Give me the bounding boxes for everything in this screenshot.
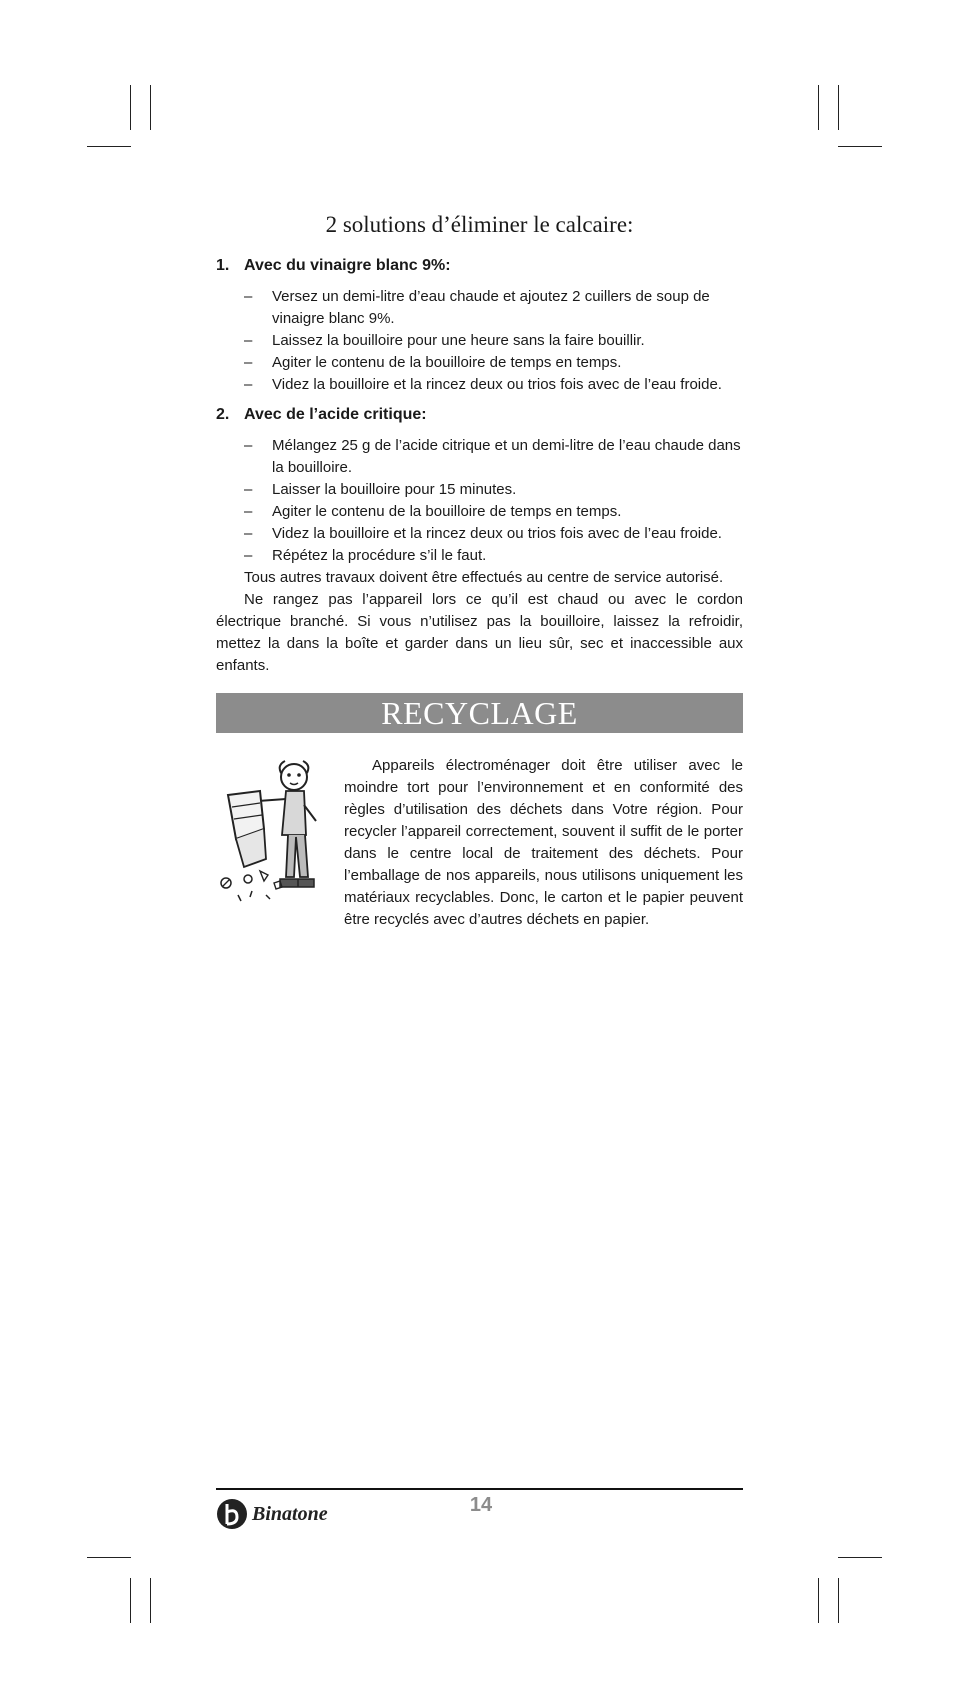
list-item: – Répétez la procédure s’il le faut. [244, 545, 743, 567]
footer-divider [216, 1488, 743, 1490]
section-number: 1. [216, 257, 230, 274]
section-citric-acid [216, 406, 743, 567]
service-paragraph: Tous autres travaux doivent être effectués au centre de service autorisé. [244, 569, 724, 586]
crop-mark [838, 85, 839, 130]
dash-bullet: – [244, 481, 253, 498]
brand-name: Binatone [252, 1502, 328, 1525]
dash-bullet: – [244, 288, 253, 305]
section-title: Avec de l’acide critique: [244, 406, 427, 423]
crop-mark [130, 85, 131, 130]
recycling-illustration-icon [214, 755, 338, 915]
page-content [216, 205, 743, 931]
crop-mark [838, 1578, 839, 1623]
dash-bullet: – [244, 354, 253, 371]
list-item: – Mélangez 25 g de l’acide citrique et un demi-litre de l’eau chaude dans la bouilloire. [244, 437, 741, 476]
dash-bullet: – [244, 547, 253, 564]
page-number: 14 [469, 1494, 493, 1516]
section-number: 2. [216, 406, 230, 423]
recycling-section [216, 755, 743, 931]
recycling-banner [216, 693, 743, 733]
section-heading [216, 406, 743, 424]
section-vinegar [216, 257, 743, 396]
dash-bullet: – [244, 437, 253, 454]
brand-logo [216, 1498, 328, 1530]
crop-mark [838, 1557, 882, 1558]
dash-bullet: – [244, 503, 253, 520]
list-item: – Laissez la bouilloire pour une heure sans la faire bouillir. [244, 330, 743, 352]
step-list [216, 435, 743, 567]
recycling-paragraph: Appareils électroménager doit être utiliser avec le moindre tort pour l’environnement et en conformité des règles d’utilisation des déchets dans Votre région. Pour recycler l’appareil correctement, souvent il suffit de le porter dans le centre local de traitement des déchets. Pour l’emballage de nos appareils, nous utilisons uniquement les matériaux recyclables. Donc, le carton et le papier peuvent être recyclés avec d’autres déchets en papier. [344, 757, 743, 928]
crop-mark [87, 146, 131, 147]
crop-mark [150, 85, 151, 130]
list-item: – Versez un demi-litre d’eau chaude et ajoutez 2 cuillers de soup de vinaigre blanc 9%. [244, 288, 710, 327]
section-heading [216, 257, 743, 275]
storage-paragraph: Ne rangez pas l’appareil lors ce qu’il est chaud ou avec le cordon électrique branché. Si vous n’utilisez pas la bouilloire, laissez la refroidir, mettez la dans la boîte et garder dans un lieu sûr, sec et inaccessible aux enfants. [216, 591, 743, 674]
crop-mark [130, 1578, 131, 1623]
dash-bullet: – [244, 376, 253, 393]
list-item: – Agiter le contenu de la bouilloire de temps en temps. [244, 501, 743, 523]
list-item: – Videz la bouilloire et la rincez deux ou trios fois avec de l’eau froide. [244, 523, 743, 545]
list-item: – Videz la bouilloire et la rincez deux ou trios fois avec de l’eau froide. [244, 374, 743, 396]
page-title: 2 solutions d’éliminer le calcaire: [325, 212, 634, 237]
step-list [216, 286, 743, 396]
binatone-logo-icon [216, 1498, 248, 1530]
crop-mark [818, 85, 819, 130]
dash-bullet: – [244, 332, 253, 349]
crop-mark [818, 1578, 819, 1623]
dash-bullet: – [244, 525, 253, 542]
section-title: Avec du vinaigre blanc 9%: [244, 257, 451, 274]
crop-mark [838, 146, 882, 147]
crop-mark [87, 1557, 131, 1558]
crop-mark [150, 1578, 151, 1623]
list-item: – Agiter le contenu de la bouilloire de temps en temps. [244, 352, 743, 374]
recycling-heading: RECYCLAGE [381, 694, 578, 731]
list-item: – Laisser la bouilloire pour 15 minutes. [244, 479, 743, 501]
